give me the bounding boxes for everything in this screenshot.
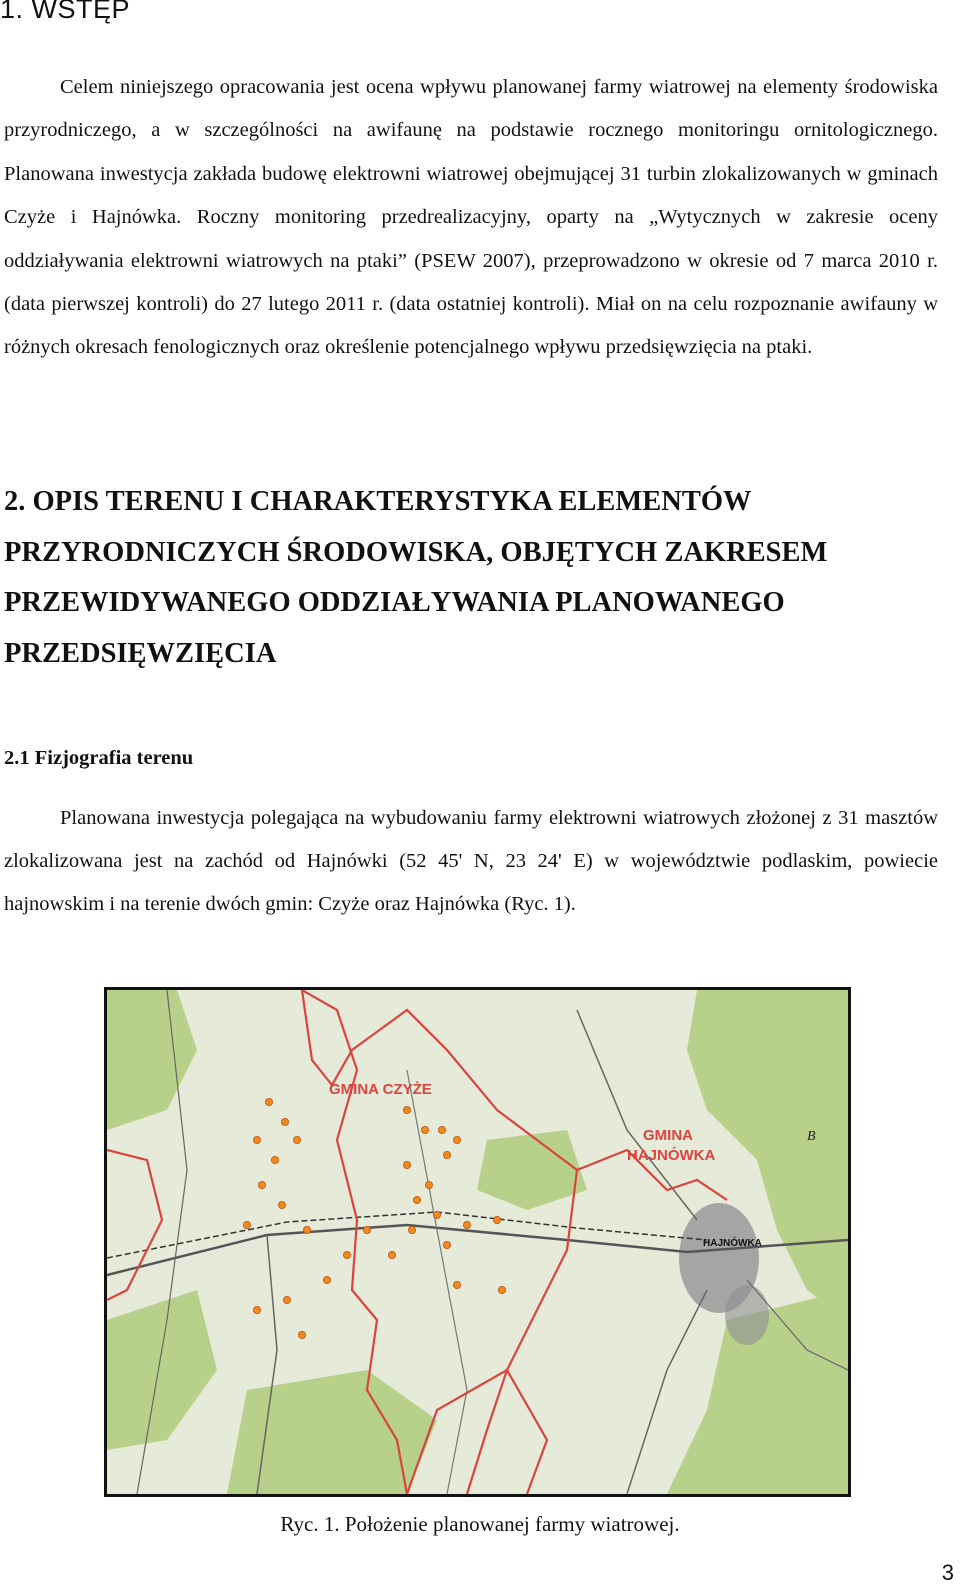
hajnowka-suburb — [725, 1285, 769, 1345]
turbine-marker — [493, 1216, 500, 1223]
turbine-marker — [303, 1226, 310, 1233]
section-2-1-paragraph: Planowana inwestycja polegająca na wybudowaniu farmy elektrowni wiatrowych złożonej z 31 masztów zlokalizowana jest na zachód od Hajnówki (52 45' N, 23 24' E) w województwie podlaskim, powiecie hajnowskim i na terenie dwóch gmin: Czyże oraz Hajnówka (Ryc. 1). — [4, 807, 938, 916]
turbine-marker — [453, 1281, 460, 1288]
turbine-marker — [293, 1136, 300, 1143]
turbine-marker — [425, 1181, 432, 1188]
turbine-marker — [463, 1221, 470, 1228]
turbine-marker — [433, 1211, 440, 1218]
turbine-marker — [403, 1161, 410, 1168]
turbine-marker — [403, 1106, 410, 1113]
label-town-hajnowka: HAJNÓWKA — [703, 1238, 762, 1249]
section-2-1-heading: 2.1 Fizjografia terenu — [4, 747, 194, 769]
turbine-marker — [258, 1181, 265, 1188]
section-2-heading: 2. OPIS TERENU I CHARAKTERYSTYKA ELEMENTÓW PRZYRODNICZYCH ŚRODOWISKA, OBJĘTYCH ZAKRESEM PRZEWIDYWANEGO ODDZIAŁYWANIA PLANOWANEGO PRZEDSIĘWZIĘCIA — [4, 486, 828, 669]
turbine-marker — [298, 1331, 305, 1338]
label-b: B — [807, 1129, 816, 1144]
map-graphic — [107, 990, 848, 1494]
turbine-marker — [253, 1136, 260, 1143]
label-gmina-hajnowka-2: HAJNÓWKA — [627, 1147, 716, 1164]
turbine-marker — [271, 1156, 278, 1163]
turbine-marker — [343, 1251, 350, 1258]
turbine-marker — [413, 1196, 420, 1203]
turbine-marker — [438, 1126, 445, 1133]
section-1-heading: 1. WSTĘP — [0, 0, 131, 24]
turbine-marker — [388, 1251, 395, 1258]
turbine-marker — [421, 1126, 428, 1133]
turbine-marker — [278, 1201, 285, 1208]
turbine-marker — [443, 1241, 450, 1248]
turbine-marker — [453, 1136, 460, 1143]
location-map — [104, 987, 851, 1497]
section-1-paragraph: Celem niniejszego opracowania jest ocena wpływu planowanej farmy wiatrowej na elementy środowiska przyrodniczego, a w szczególności na awifaunę na podstawie rocznego monitoringu ornitologicznego. Planowana inwestycja zakłada budowę elektrowni wiatrowej obejmującej 31 turbin zlokalizowanych w gminach Czyże i Hajnówka. Roczny monitoring przedrealizacyjny, oparty na „Wytycznych w zakresie oceny oddziaływania elektrowni wiatrowych na ptaki” (PSEW 2007), przeprowadzono w okresie od 7 marca 2010 r. (data pierwszej kontroli) do 27 lutego 2011 r. (data ostatniej kontroli). Miał on na celu rozpoznanie awifauny w różnych okresach fenologicznych oraz określenie potencjalnego wpływu przedsięwzięcia na ptaki. — [4, 76, 938, 359]
turbine-marker — [498, 1286, 505, 1293]
turbine-marker — [281, 1118, 288, 1125]
label-gmina-hajnowka-1: GMINA — [643, 1127, 693, 1144]
turbine-marker — [443, 1151, 450, 1158]
page-number: 3 — [941, 1560, 954, 1585]
figure-caption: Ryc. 1. Położenie planowanej farmy wiatrowej. — [280, 1512, 680, 1536]
turbine-marker — [253, 1306, 260, 1313]
turbine-marker — [265, 1098, 272, 1105]
label-gmina-czyze: GMINA CZYŻE — [329, 1081, 432, 1098]
turbine-marker — [283, 1296, 290, 1303]
turbine-marker — [363, 1226, 370, 1233]
turbine-marker — [408, 1226, 415, 1233]
turbine-marker — [243, 1221, 250, 1228]
turbine-marker — [323, 1276, 330, 1283]
